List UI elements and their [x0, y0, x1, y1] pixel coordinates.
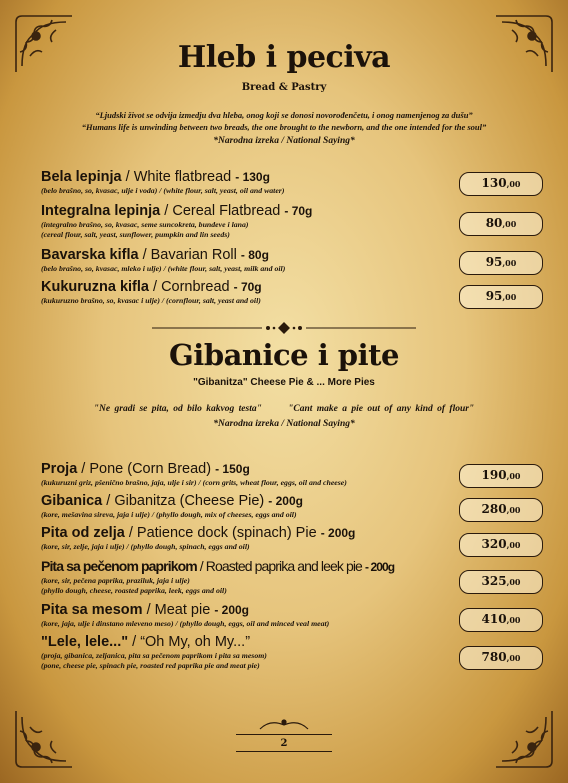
national-saying: *Narodna izreka / National Saying*	[213, 419, 355, 429]
price-tag	[459, 172, 543, 196]
item-weight: - 200g	[364, 560, 395, 574]
item-name: Bela lepinja / White flatbread - 130g	[41, 169, 270, 185]
item-description: (kukuruzno brašno, so, kvasac i ulje) / (cornflour, salt, yeast and oil)	[41, 296, 261, 305]
item-weight: - 70g	[284, 204, 313, 218]
item-weight: - 200g	[268, 494, 303, 508]
item-name-english: Bavarian Roll	[150, 247, 237, 263]
price-value: 95	[485, 289, 503, 303]
item-name: Integralna lepinja / Cereal Flatbread - 70g	[41, 203, 313, 219]
item-name-english: Gibanitza (Cheese Pie)	[114, 493, 265, 509]
price-value: 410	[481, 612, 507, 626]
item-name-local: Bavarska kifla	[41, 247, 139, 263]
corner-ornament-icon	[12, 707, 76, 771]
item-description: (cereal flour, salt, yeast, sunflower, pumpkin and lin seeds)	[41, 230, 230, 239]
item-description: (kore, mešavina sireva, jaja i ulje) / (phyllo dough, mix of cheeses, eggs and oil)	[41, 510, 297, 519]
price-value: 320	[481, 537, 507, 551]
price-cents: ,00	[506, 505, 521, 515]
item-description: (phyllo dough, cheese, roasted paprika, leek, eggs and oil)	[41, 586, 227, 595]
price-tag	[459, 251, 543, 275]
price-value: 80	[485, 216, 503, 230]
section-subtitle-bread: Bread & Pastry	[241, 82, 327, 93]
menu-item	[41, 558, 451, 596]
item-description: (kore, jaja, ulje i dinstano mleveno meso) / (phyllo dough, eggs, oil and minced veal meat)	[41, 619, 330, 628]
menu-item	[41, 634, 451, 671]
item-name-local: "Lele, lele..."	[41, 634, 129, 650]
price-cents: ,00	[502, 292, 517, 302]
item-name: Gibanica / Gibanitza (Cheese Pie) - 200g	[41, 493, 303, 509]
item-name-local: Integralna lepinja	[41, 203, 161, 219]
price-cents: ,00	[506, 179, 521, 189]
item-name-english: Meat pie	[154, 602, 211, 618]
price-cents: ,00	[506, 653, 521, 663]
menu-item	[41, 493, 451, 520]
price-cents: ,00	[502, 258, 517, 268]
price-cents: ,00	[502, 219, 517, 229]
price-value: 780	[481, 650, 507, 664]
price-tag	[459, 498, 543, 522]
price-tag	[459, 533, 543, 557]
item-name-english: Pone (Corn Bread)	[89, 461, 212, 477]
menu-item	[41, 602, 451, 629]
menu-item	[41, 279, 451, 306]
menu-item	[41, 203, 451, 240]
price-cents: ,00	[506, 540, 521, 550]
section-subtitle-pies: "Gibanitza" Cheese Pie & ... More Pies	[193, 377, 375, 388]
price-tag	[459, 646, 543, 670]
item-name-local: Proja	[41, 461, 78, 477]
menu-item	[41, 525, 451, 552]
section-title-pies: Gibanice i pite	[169, 338, 399, 372]
item-description: (kukuruzni griz, pšenično brašno, jaja, ulje i sir) / (corn grits, wheat flour, eggs, oil and cheese)	[41, 478, 347, 487]
item-name-english: Cereal Flatbread	[172, 203, 281, 219]
item-weight: - 200g	[214, 603, 249, 617]
price-cents: ,00	[506, 615, 521, 625]
item-weight: - 150g	[215, 462, 250, 476]
item-name-english: “Oh My, oh My...”	[140, 634, 251, 650]
item-description: (kore, sir, pečena paprika, praziluk, jaja i ulje)	[41, 576, 190, 585]
page-ornament-icon	[256, 716, 312, 730]
item-name-english: Cornbread	[161, 279, 230, 295]
quote-pair	[0, 404, 568, 415]
item-name-local: Pita sa pečenom paprikom	[41, 558, 197, 574]
page-number: 2	[236, 734, 332, 752]
price-value: 130	[481, 176, 507, 190]
item-name: "Lele, lele..." / “Oh My, oh My...”	[41, 634, 251, 650]
item-name: Pita sa pečenom paprikom / Roasted paprika and leek pie - 200g	[41, 558, 395, 574]
item-name: Bavarska kifla / Bavarian Roll - 80g	[41, 247, 269, 263]
price-cents: ,00	[506, 577, 521, 587]
price-tag	[459, 464, 543, 488]
item-weight: - 80g	[240, 248, 269, 262]
price-cents: ,00	[506, 471, 521, 481]
price-value: 95	[485, 255, 503, 269]
menu-item	[41, 169, 451, 196]
quote-english: “Humans life is unwinding between two breads, the one brought to the newborn, and the one intended for the soul”	[81, 122, 487, 132]
quote-local: “Ljudski život se odvija izmedju dva hleba, onog koji se donosi novorođenčetu, i onog namenjenog za dušu”	[95, 110, 473, 120]
menu-item	[41, 247, 451, 274]
item-description: (pone, cheese pie, spinach pie, roasted red paprika pie and meat pie)	[41, 661, 260, 670]
section-title-bread: Hleb i peciva	[177, 40, 391, 75]
item-description: (belo brašno, so, kvasac, ulje i voda) / (white flour, salt, yeast, oil and water)	[41, 186, 285, 195]
price-value: 190	[481, 468, 507, 482]
item-weight: - 70g	[233, 280, 262, 294]
divider-ornament-icon	[150, 320, 418, 334]
item-name: Proja / Pone (Corn Bread) - 150g	[41, 461, 250, 477]
quote-local: "Ne gradi se pita, od bilo kakvog testa"	[93, 404, 262, 414]
item-name-english: Roasted paprika and leek pie	[205, 558, 362, 574]
price-tag	[459, 212, 543, 236]
item-name: Kukuruzna kifla / Cornbread - 70g	[41, 279, 262, 295]
item-name-local: Kukuruzna kifla	[41, 279, 149, 295]
item-name-local: Pita sa mesom	[41, 602, 143, 618]
quote-english: "Cant make a pie out of any kind of flour"	[288, 404, 475, 414]
item-name-english: Patience dock (spinach) Pie	[136, 525, 317, 541]
item-weight: - 130g	[235, 170, 270, 184]
price-tag	[459, 285, 543, 309]
price-tag	[459, 570, 543, 594]
item-description: (integralno brašno, so, kvasac, seme suncokreta, bundeve i lana)	[41, 220, 249, 229]
price-value: 280	[481, 502, 507, 516]
item-weight: - 200g	[320, 526, 356, 540]
item-name: Pita od zelja / Patience dock (spinach) Pie - 200g	[41, 525, 356, 541]
item-description: (belo brašno, so, kvasac, mleko i ulje) / (white flour, salt, yeast, milk and oil)	[41, 264, 286, 273]
menu-item	[41, 461, 451, 488]
item-name-local: Gibanica	[41, 493, 103, 509]
item-name: Pita sa mesom / Meat pie - 200g	[41, 602, 249, 618]
price-value: 325	[481, 574, 507, 588]
item-description: (proja, gibanica, zeljanica, pita sa pečenom paprikom i pita sa mesom)	[41, 651, 267, 660]
item-name-english: White flatbread	[133, 169, 232, 185]
item-name-local: Bela lepinja	[41, 169, 122, 185]
item-name-local: Pita od zelja	[41, 525, 125, 541]
item-description: (kore, sir, zelje, jaja i ulje) / (phyllo dough, spinach, eggs and oil)	[41, 542, 250, 551]
corner-ornament-icon	[492, 707, 556, 771]
national-saying: *Narodna izreka / National Saying*	[213, 136, 355, 146]
price-tag	[459, 608, 543, 632]
